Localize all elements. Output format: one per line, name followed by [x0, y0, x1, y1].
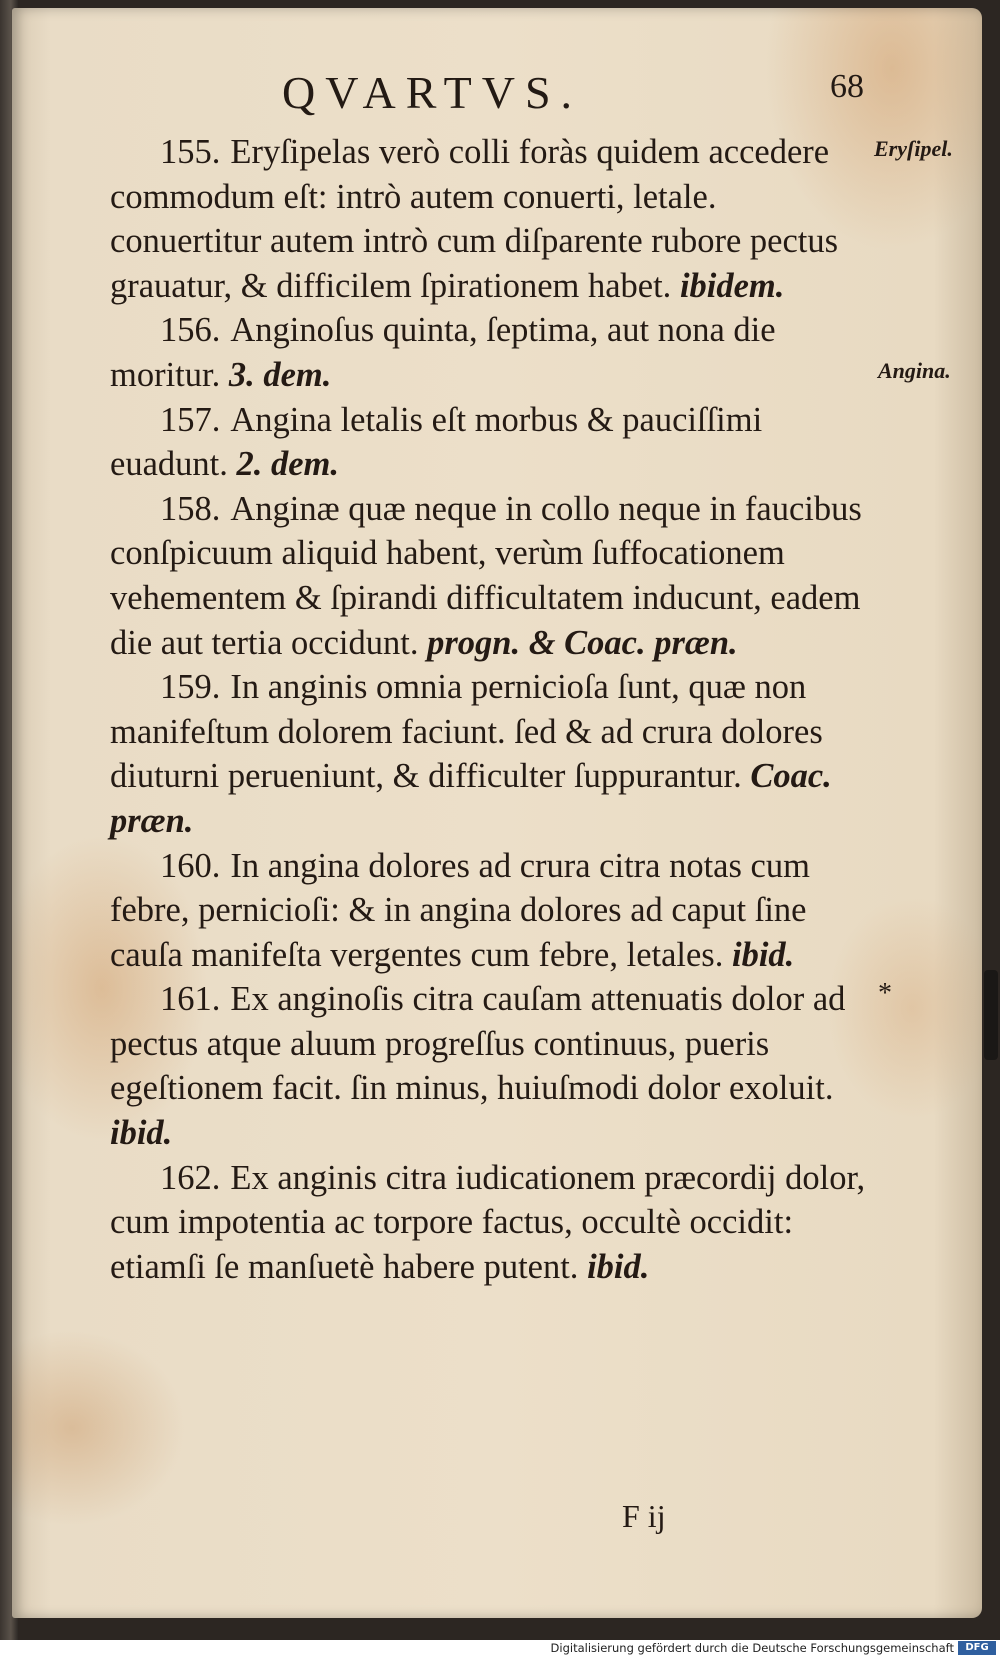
- dfg-logo: DFG: [958, 1641, 996, 1655]
- margin-note-erysipel: Eryſipel.: [874, 136, 953, 161]
- body-text: [110, 130, 870, 1289]
- entry-text: In anginis omnia pernicioſa ſunt, quæ non manifeſtum dolorem faciunt. ſed & ad crura dolores diuturni perueniunt, & difficulter ſuppurantur.: [110, 668, 823, 796]
- entry-text: Anginæ quæ neque in collo neque in faucibus conſpicuum aliquid habent, verùm ſuffocationem vehementem & ſpirandi difficultatem inducunt, eadem die aut tertia occidunt.: [110, 489, 862, 662]
- entry-reference: ibid.: [587, 1247, 650, 1286]
- entry-number: 155.: [160, 133, 221, 171]
- book-page: [12, 8, 982, 1618]
- aphorism-158: [110, 487, 870, 665]
- running-title: QVARTVS.: [282, 67, 583, 118]
- footer-bar: [0, 1640, 1000, 1656]
- entry-text: Eryſipelas verò colli foràs quidem accedere commodum eſt: intrò autem conuerti, letale. conuertitur autem intrò cum diſparente rubore pectus grauatur, & difficilem ſpirationem habet.: [110, 133, 839, 305]
- entry-text: Ex anginis citra iudicationem præcordij dolor, cum impotentia ac torpore factus, occultè occidit: etiamſi ſe manſuetè habere putent.: [110, 1158, 866, 1286]
- entry-text: Ex anginoſis citra cauſam attenuatis dolor ad pectus atque aluum progreſſus continuus, pueris egeſtionem facit. ſin minus, huiuſmodi dolor exoluit.: [110, 980, 846, 1108]
- aphorism-160: [110, 844, 870, 978]
- book-clasp: [984, 970, 998, 1060]
- entry-reference: progn. & Coac. præn.: [427, 623, 738, 662]
- margin-note-angina: Angina.: [878, 358, 951, 383]
- entry-number: 156.: [160, 311, 221, 350]
- entry-text: Angina letalis eſt morbus & pauciſſimi euadunt.: [110, 400, 763, 484]
- aphorism-155: [110, 130, 870, 308]
- entry-number: 158.: [160, 489, 221, 528]
- entry-reference: ibid.: [110, 1114, 173, 1153]
- aphorism-159: [110, 665, 870, 843]
- entry-number: 159.: [160, 668, 221, 707]
- aphorism-161: [110, 977, 870, 1155]
- signature-mark: F ij: [622, 1498, 666, 1534]
- entry-number: 161.: [160, 980, 221, 1019]
- aphorism-162: [110, 1156, 870, 1290]
- entry-reference: 2. dem.: [236, 445, 339, 484]
- entry-number: 162.: [160, 1158, 221, 1197]
- entry-reference: Coac. præn.: [110, 757, 832, 840]
- entry-text: Anginoſus quinta, ſeptima, aut nona die moritur.: [110, 311, 776, 394]
- page-header: [282, 66, 882, 126]
- entry-reference: 3. dem.: [228, 355, 332, 394]
- entry-text: In angina dolores ad crura citra notas cum febre, pernicioſi: & in angina dolores ad caput ſine cauſa manifeſta vergentes cum febre, letales.: [110, 846, 810, 974]
- entry-reference: ibidem.: [679, 266, 785, 305]
- entry-number: 160.: [160, 846, 221, 885]
- entry-number: 157.: [160, 400, 221, 439]
- footer-credit: Digitalisierung gefördert durch die Deutsche Forschungsgemeinschaft: [550, 1641, 954, 1655]
- aphorism-157: [110, 398, 870, 487]
- page-number: 68: [830, 68, 864, 105]
- margin-asterisk: *: [878, 978, 892, 1009]
- aphorism-156: [110, 308, 870, 397]
- entry-reference: ibid.: [731, 935, 795, 974]
